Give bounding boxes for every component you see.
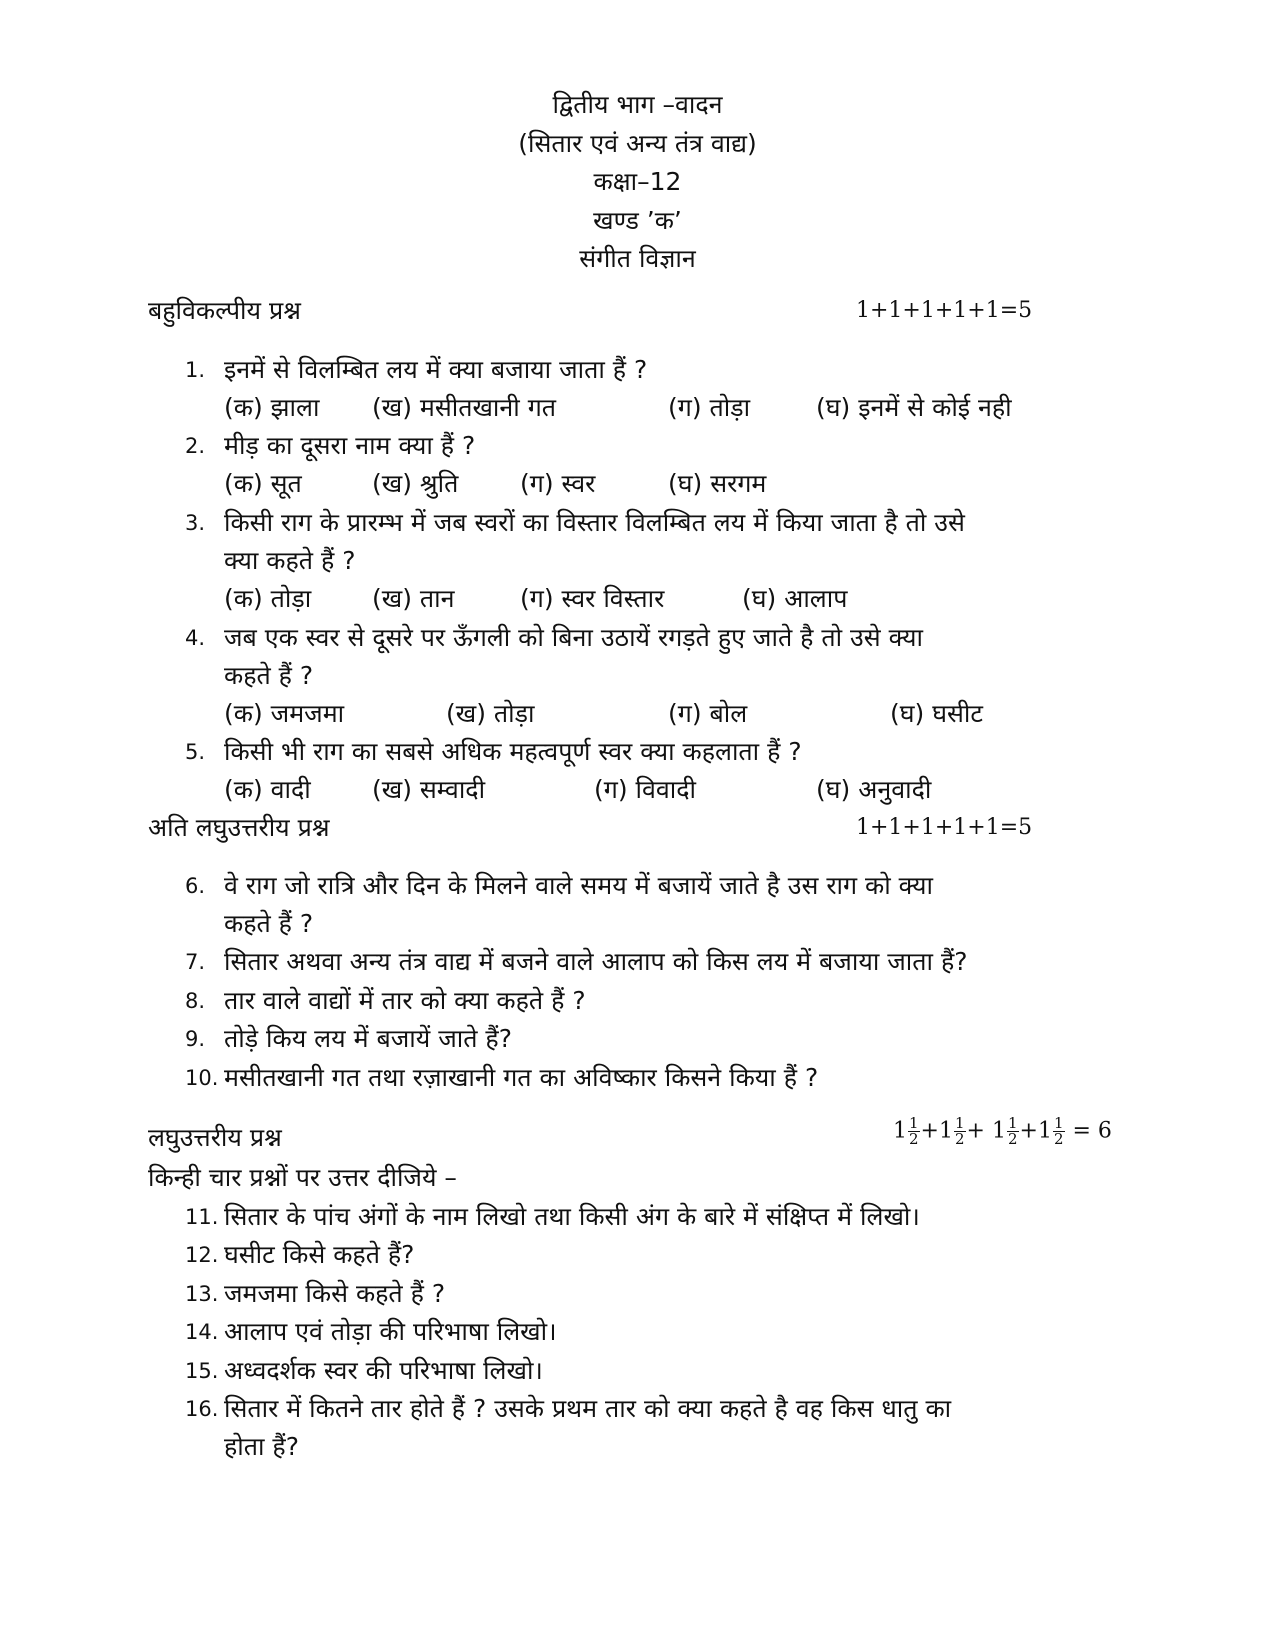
question-text: सितार में कितने तार होते हैं ? उसके प्रथम तार को क्या कहते है वह किस धातु का <box>224 1394 952 1423</box>
question-number: 11. <box>185 1205 219 1229</box>
marks-fraction <box>908 1116 920 1147</box>
q3-option-c: (ग) स्वर विस्तार <box>520 584 665 613</box>
fraction-numerator: 1 <box>954 1114 965 1132</box>
short-section-title: लघुउत्तरीय प्रश्न <box>148 1123 282 1152</box>
question-text: मीड़ का दूसरा नाम क्या हैं ? <box>224 431 476 460</box>
question-text: सितार अथवा अन्य तंत्र वाद्य में बजने वाले आलाप को किस लय में बजाया जाता हैं? <box>224 947 968 976</box>
question-number: 7. <box>185 950 206 974</box>
short-section-instruction: किन्ही चार प्रश्नों पर उत्तर दीजिये – <box>148 1163 457 1192</box>
q4-option-c: (ग) बोल <box>668 699 748 728</box>
q1-option-c: (ग) तोड़ा <box>668 393 751 422</box>
question-11 <box>0 1199 1275 1235</box>
q1-option-d: (घ) इनमें से कोई नही <box>816 393 1012 422</box>
short-section-marks <box>893 1116 1112 1147</box>
mcq-section-title: बहुविकल्पीय प्रश्न <box>148 296 301 325</box>
fraction-numerator: 1 <box>1007 1114 1018 1132</box>
q2-option-c: (ग) स्वर <box>520 469 596 498</box>
q4-option-a: (क) जमजमा <box>224 699 345 728</box>
question-text: घसीट किसे कहते हैं? <box>224 1240 415 1269</box>
question-15 <box>0 1353 1275 1389</box>
question-4 <box>0 620 1275 656</box>
question-6 <box>0 868 1275 904</box>
question-13 <box>0 1276 1275 1312</box>
marks-fraction <box>1053 1116 1065 1147</box>
question-text: तोड़े किय लय में बजायें जाते हैं? <box>224 1024 512 1053</box>
very-short-section-heading <box>148 810 1128 846</box>
marks-fraction <box>954 1116 966 1147</box>
question-5 <box>0 734 1275 770</box>
q2-option-a: (क) सूत <box>224 469 302 498</box>
fraction-denominator: 2 <box>954 1130 965 1148</box>
question-number: 16. <box>185 1397 219 1421</box>
question-number: 3. <box>185 511 206 535</box>
instrument-subtitle: (सितार एवं अन्य तंत्र वाद्य) <box>518 128 757 158</box>
marks-plus: + <box>1019 1118 1038 1144</box>
question-12 <box>0 1237 1275 1273</box>
fraction-numerator: 1 <box>909 1114 919 1132</box>
q2-option-d: (घ) सरगम <box>668 469 767 498</box>
mcq-section-heading <box>148 293 1128 329</box>
question-number: 9. <box>185 1027 206 1051</box>
question-8 <box>0 983 1275 1019</box>
mcq-section-marks: 1+1+1+1+1=5 <box>856 298 1033 323</box>
question-text: मसीतखानी गत तथा रज़ाखानी गत का अविष्कार किसने किया हैं ? <box>224 1063 819 1092</box>
question-number: 2. <box>185 434 206 458</box>
question-number: 10. <box>185 1066 219 1090</box>
question-16-continued: होता हैं? <box>224 1432 299 1461</box>
question-text: जमजमा किसे कहते हैं ? <box>224 1279 446 1308</box>
q2-option-b: (ख) श्रुति <box>372 469 459 498</box>
marks-whole: 1 <box>1037 1118 1052 1144</box>
very-short-section-title: अति लघुउत्तरीय प्रश्न <box>148 813 330 842</box>
question-number: 15. <box>185 1359 219 1383</box>
very-short-section-marks: 1+1+1+1+1=5 <box>856 815 1033 840</box>
marks-fraction <box>1007 1116 1019 1147</box>
question-number: 4. <box>185 626 206 650</box>
marks-whole: 1 <box>893 1118 907 1144</box>
marks-total: = 6 <box>1072 1118 1112 1144</box>
q5-option-c: (ग) विवादी <box>594 775 697 804</box>
q3-option-b: (ख) तान <box>372 584 455 613</box>
question-14 <box>0 1314 1275 1350</box>
question-text: किसी भी राग का सबसे अधिक महत्वपूर्ण स्वर क्या कहलाता हैं ? <box>224 737 802 766</box>
question-number: 8. <box>185 989 206 1013</box>
q1-option-a: (क) झाला <box>224 393 320 422</box>
question-1 <box>0 352 1275 388</box>
question-text: आलाप एवं तोड़ा की परिभाषा लिखो। <box>224 1317 557 1346</box>
question-7 <box>0 944 1275 980</box>
q4-option-d: (घ) घसीट <box>890 699 983 728</box>
fraction-numerator: 1 <box>1053 1114 1064 1132</box>
question-text: अध्वदर्शक स्वर की परिभाषा लिखो। <box>224 1356 543 1385</box>
class-label: कक्षा–12 <box>593 167 682 196</box>
marks-plus: + <box>920 1118 939 1144</box>
question-text: इनमें से विलम्बित लय में क्या बजाया जाता हैं ? <box>224 355 648 384</box>
marks-whole: 1 <box>991 1118 1006 1144</box>
q5-option-a: (क) वादी <box>224 775 311 804</box>
marks-plus: + <box>966 1118 985 1144</box>
question-number: 1. <box>185 358 206 382</box>
q5-option-d: (घ) अनुवादी <box>816 775 932 804</box>
fraction-denominator: 2 <box>1007 1130 1018 1148</box>
question-16 <box>0 1391 1275 1427</box>
q3-option-d: (घ) आलाप <box>742 584 848 613</box>
section-label: खण्ड ’क’ <box>593 205 682 235</box>
question-9 <box>0 1021 1275 1057</box>
q4-option-b: (ख) तोड़ा <box>446 699 535 728</box>
question-text: जब एक स्वर से दूसरे पर ऊँगली को बिना उठायें रगड़ते हुए जाते है तो उसे क्या <box>224 623 923 652</box>
q5-option-b: (ख) सम्वादी <box>372 775 486 804</box>
question-3-continued: क्या कहते हैं ? <box>224 546 356 575</box>
question-text: सितार के पांच अंगों के नाम लिखो तथा किसी अंग के बारे में संक्षिप्त में लिखो। <box>224 1202 920 1231</box>
part-title: द्वितीय भाग –वादन <box>552 90 723 119</box>
question-2 <box>0 428 1275 464</box>
fraction-denominator: 2 <box>909 1130 919 1148</box>
question-number: 14. <box>185 1320 219 1344</box>
question-text: वे राग जो रात्रि और दिन के मिलने वाले समय में बजायें जाते है उस राग को क्या <box>224 871 934 900</box>
q1-option-b: (ख) मसीतखानी गत <box>372 393 557 422</box>
question-number: 12. <box>185 1243 219 1267</box>
question-4-continued: कहते हैं ? <box>224 661 314 690</box>
question-text: तार वाले वाद्यों में तार को क्या कहते हैं ? <box>224 986 586 1015</box>
question-number: 13. <box>185 1282 219 1306</box>
question-10 <box>0 1060 1275 1096</box>
question-number: 6. <box>185 874 206 898</box>
fraction-denominator: 2 <box>1053 1130 1064 1148</box>
question-number: 5. <box>185 740 206 764</box>
q3-option-a: (क) तोड़ा <box>224 584 312 613</box>
question-3 <box>0 505 1275 541</box>
marks-whole: 1 <box>938 1118 953 1144</box>
subject-title: संगीत विज्ञान <box>579 244 696 273</box>
question-6-continued: कहते हैं ? <box>224 909 314 938</box>
header-block <box>0 86 1275 279</box>
question-text: किसी राग के प्रारम्भ में जब स्वरों का विस्तार विलम्बित लय में किया जाता है तो उसे <box>224 508 965 537</box>
